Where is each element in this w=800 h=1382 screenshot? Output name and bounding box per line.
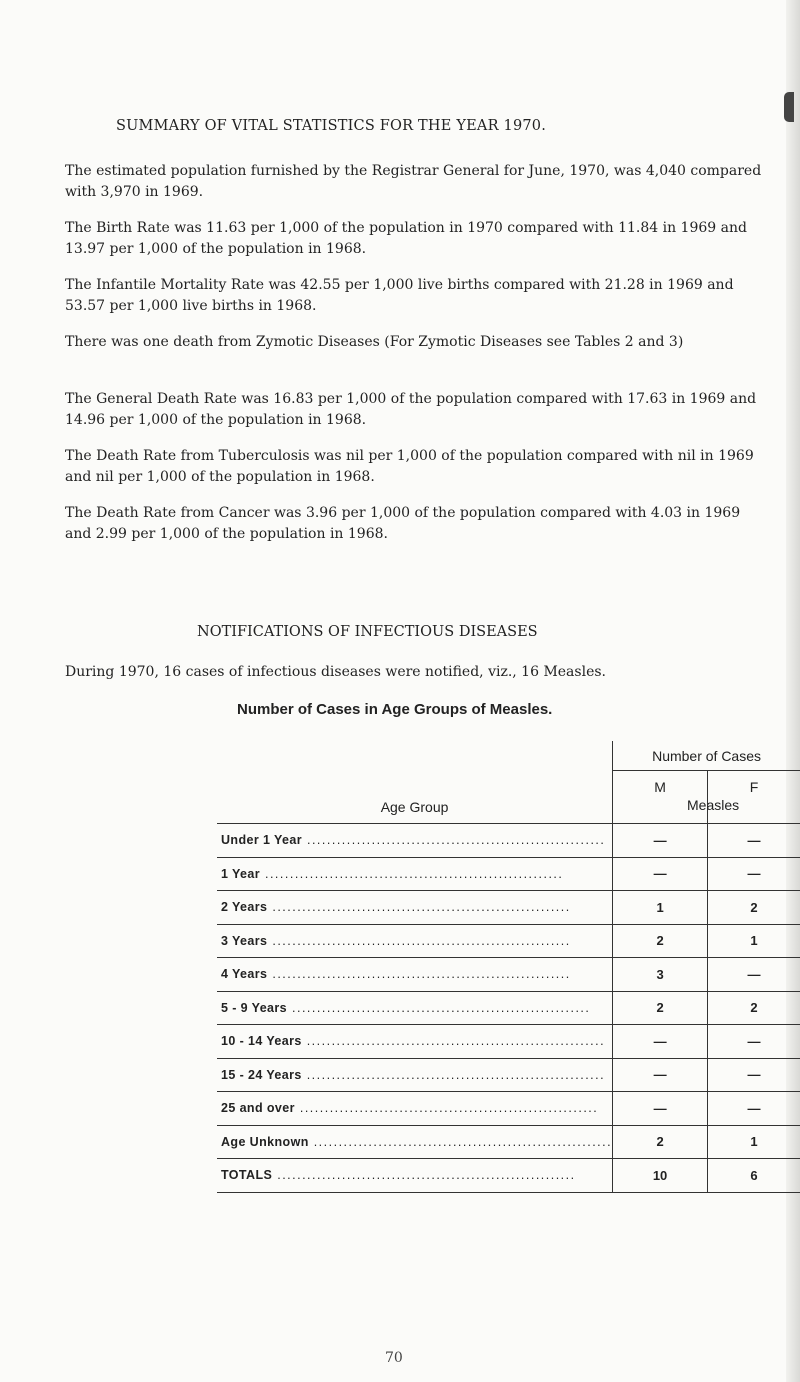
- female-cell: 2: [708, 891, 800, 925]
- male-cell: 2: [613, 1125, 708, 1159]
- male-cell: 2: [613, 991, 708, 1025]
- disease-label: Measles: [687, 797, 740, 813]
- male-cell: 2: [613, 924, 708, 958]
- age-cell: Under 1 Year ............................................................: [217, 824, 613, 858]
- paragraph-zymotic: There was one death from Zymotic Diseases (For Zymotic Diseases see Tables 2 and 3): [65, 334, 684, 350]
- totals-row: [217, 1159, 800, 1193]
- age-group-header: Age Group: [217, 741, 613, 824]
- table-title: Number of Cases in Age Groups of Measles.: [237, 701, 553, 718]
- age-cell: 5 - 9 Years ............................................................: [217, 991, 613, 1025]
- age-cell: 2 Years ............................................................: [217, 891, 613, 925]
- totals-female: 6: [708, 1159, 800, 1193]
- age-cell: 10 - 14 Years ............................................................: [217, 1025, 613, 1059]
- male-cell: —: [613, 824, 708, 858]
- male-cell: —: [613, 857, 708, 891]
- table-row: [217, 1125, 800, 1159]
- paragraph-death-rate: The General Death Rate was 16.83 per 1,000 of the population compared with 17.63 in 1969 and 14.96 per 1,000 of the population in 1968.: [65, 391, 757, 428]
- female-cell: —: [708, 1025, 800, 1059]
- female-cell: —: [708, 857, 800, 891]
- table-row: [217, 1092, 800, 1126]
- dot-leader: ............................................................: [267, 900, 571, 915]
- table-row: [217, 991, 800, 1025]
- measles-table: [217, 741, 800, 1193]
- dot-leader: ............................................................: [301, 1067, 606, 1082]
- number-of-cases-header: Number of Cases: [613, 741, 800, 771]
- age-cell: 4 Years ............................................................: [217, 958, 613, 992]
- male-cell: 1: [613, 891, 708, 925]
- page-number: 70: [385, 1350, 403, 1366]
- notifications-text: During 1970, 16 cases of infectious diseases were notified, viz., 16 Measles.: [65, 664, 606, 680]
- age-cell: 15 - 24 Years ............................................................: [217, 1058, 613, 1092]
- female-cell: —: [708, 824, 800, 858]
- table-row: [217, 857, 800, 891]
- male-cell: 3: [613, 958, 708, 992]
- dot-leader: ............................................................: [267, 967, 571, 982]
- male-cell: —: [613, 1058, 708, 1092]
- female-cell: 1: [708, 1125, 800, 1159]
- female-cell: —: [708, 1058, 800, 1092]
- dot-leader: ............................................................: [302, 833, 606, 848]
- table-row: [217, 958, 800, 992]
- notifications-heading: NOTIFICATIONS OF INFECTIOUS DISEASES: [197, 624, 538, 640]
- age-cell: Age Unknown ............................................................: [217, 1125, 613, 1159]
- table-row: [217, 891, 800, 925]
- age-cell: 25 and over ............................................................: [217, 1092, 613, 1126]
- totals-male: 10: [613, 1159, 708, 1193]
- dot-leader: ............................................................: [260, 866, 564, 881]
- female-label: F: [749, 779, 759, 795]
- paragraph-population: The estimated population furnished by the Registrar General for June, 1970, was 4,040 compared with 3,970 in 1969.: [65, 163, 762, 200]
- paragraph-tuberculosis: The Death Rate from Tuberculosis was nil per 1,000 of the population compared with nil in 1969 and nil per 1,000 of the population in 1968.: [65, 448, 754, 485]
- male-cell: —: [613, 1025, 708, 1059]
- dot-leader: ............................................................: [294, 1101, 599, 1116]
- age-cell: 1 Year ............................................................: [217, 857, 613, 891]
- paragraph-infant-mortality: The Infantile Mortality Rate was 42.55 per 1,000 live births compared with 21.28 in 1969 and 53.57 per 1,000 live births in 1968.: [65, 277, 734, 314]
- age-cell: 3 Years ............................................................: [217, 924, 613, 958]
- table-row: [217, 1025, 800, 1059]
- dot-leader: ............................................................: [267, 933, 571, 948]
- totals-label: TOTALS ............................................................: [217, 1159, 613, 1193]
- female-cell: —: [708, 1092, 800, 1126]
- table-row: [217, 1058, 800, 1092]
- page-title: SUMMARY OF VITAL STATISTICS FOR THE YEAR 1970.: [116, 118, 547, 134]
- female-cell: 1: [708, 924, 800, 958]
- dot-leader: ............................................................: [272, 1168, 576, 1183]
- male-header: [613, 771, 740, 824]
- paragraph-birth-rate: The Birth Rate was 11.63 per 1,000 of the population in 1970 compared with 11.84 in 1969 and 13.97 per 1,000 of the population in 1968.: [65, 220, 747, 257]
- female-cell: —: [708, 958, 800, 992]
- male-cell: —: [613, 1092, 708, 1126]
- table-row: [217, 924, 800, 958]
- binding-mark: [784, 92, 794, 122]
- dot-leader: ............................................................: [308, 1134, 613, 1149]
- female-cell: 2: [708, 991, 800, 1025]
- dot-leader: ............................................................: [287, 1000, 591, 1015]
- male-label: M: [654, 779, 666, 795]
- dot-leader: ............................................................: [301, 1034, 606, 1049]
- table-row: [217, 824, 800, 858]
- paragraph-cancer: The Death Rate from Cancer was 3.96 per 1,000 of the population compared with 4.03 in 1969 and 2.99 per 1,000 of the population in 1968.: [65, 505, 741, 542]
